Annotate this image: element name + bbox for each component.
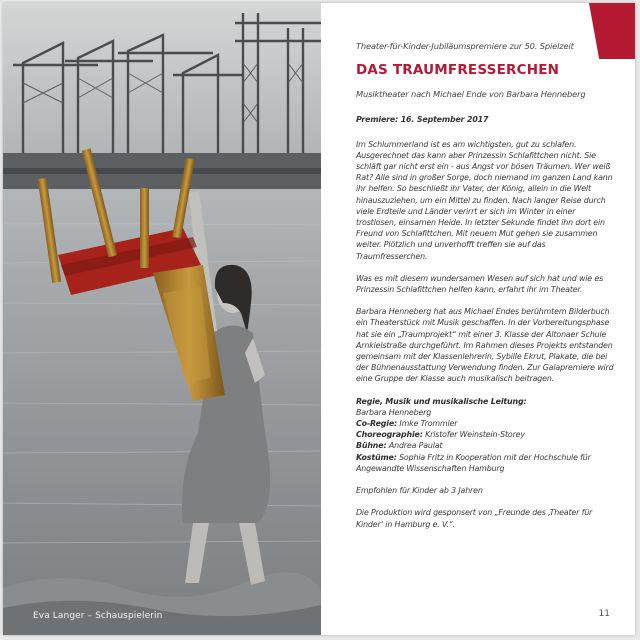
page-frame (3, 3, 635, 635)
article-kicker: Theater-für-Kinder-Jubiläumspremiere zur 50. Spielzeit (356, 41, 574, 51)
sponsor-note: Die Produktion wird gesponsert von „Freunde des ‚Theater für Kinder‘ in Hamburg e. V.“. (356, 508, 593, 529)
credit-name: Sophia Fritz in Kooperation mit der Hochschule für Angewandte Wissenschaften Hamburg (356, 452, 591, 473)
credit-role: Choreographie: (356, 430, 423, 440)
actress-with-chair-photo (3, 3, 321, 635)
credit-name: Imke Trommler (399, 419, 458, 429)
credit-name: Andrea Paulat (388, 441, 443, 451)
body-paragraph-2: Was es mit diesem wundersamen Wesen auf sich hat und wie es Prinzessin Schlafittchen helfen kann, erfahrt ihr im Theater. (356, 273, 604, 295)
credit-line (356, 418, 614, 429)
credit-role: Kostüme: (356, 452, 397, 462)
credit-name: Kristofer Weinstein-Storey (425, 430, 525, 440)
photo-caption: Eva Langer – Schauspielerin (33, 611, 163, 621)
credit-line (356, 429, 614, 440)
article-title: DAS TRAUMFRESSERCHEN (356, 62, 560, 79)
body-paragraph-3: Barbara Henneberg hat aus Michael Endes berühmtem Bilderbuch ein Theaterstück mit Musik geschaffen. In der Vorbereitungsphase hat sie ein „Traumprojekt“ mit einer 3. Klasse der Altonaer Schule Arnkielstraße durchgeführt. Im Rahmen dieses Projekts entstanden gemeinsam mit der Klassenlehrerin, Sybille Ekrut, Plakate, die bei der Bühnenausstattung Verwendung finden. Zur Galapremiere wird eine Gruppe der Klasse auch musikalisch beitragen. (356, 307, 614, 384)
article-subtitle: Musiktheater nach Michael Ende von Barbara Henneberg (356, 89, 586, 100)
premiere-date: Premiere: 16. September 2017 (356, 115, 489, 125)
credit-role: Bühne: (356, 441, 387, 451)
credit-name: Barbara Henneberg (356, 407, 432, 417)
credit-line (356, 440, 614, 451)
credit-role: Co-Regie: (356, 419, 398, 429)
credit-line (356, 452, 614, 474)
credit-line (356, 396, 614, 418)
age-recommendation: Empfohlen für Kinder ab 3 Jahren (356, 486, 483, 496)
article (356, 41, 614, 541)
credits-list (356, 396, 614, 474)
body-paragraph-1: Im Schlummerland ist es am wichtigsten, gut zu schlafen. Ausgerechnet das kann aber Prinzessin Schlafittchen nicht. Sie schläft gar nicht erst ein - aus Angst vor bösen Träumen. Wer weiß Rat? Alle sind in großer Sorge, doch niemand im ganzen Land kann ihr helfen. So beschließt ihr Vater, der König, allein in die Welt hinauszuziehen, um ein Mittel zu finden. Nach langer Reise durch viele Erdteile und Länder verirrt er sich im Winter in einer trostlosen, einsamen Heide. In letzter Sekunde findet ihn dort ein Freund von Schlafittchen. Mit neuem Mut gehen sie zusammen weiter. Plötzlich und unverhofft treffen sie auf das Traumfresserchen. (356, 139, 613, 261)
photo-panel (3, 3, 321, 635)
credit-role: Regie, Musik und musikalische Leitung: (356, 396, 527, 406)
page-number: 11 (598, 609, 610, 619)
